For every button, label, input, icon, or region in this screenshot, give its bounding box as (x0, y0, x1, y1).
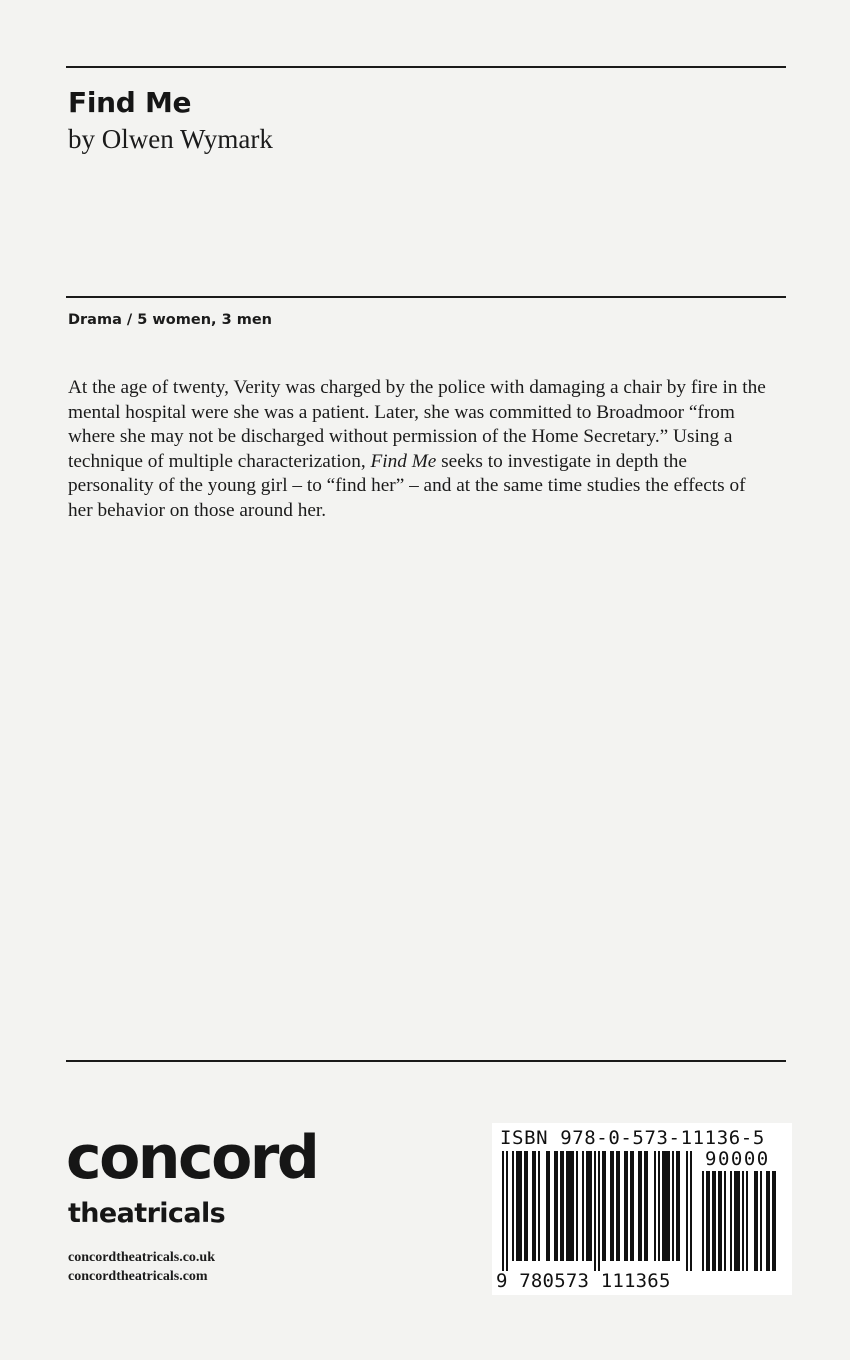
publisher-logo-concord: concord (66, 1123, 318, 1193)
barcode-bar (624, 1151, 628, 1261)
bottom-rule (66, 1060, 786, 1062)
publisher-logo-theatricals: theatricals (68, 1198, 226, 1229)
barcode-bar (582, 1151, 584, 1261)
barcode-bar (702, 1171, 704, 1271)
barcode-bar (686, 1151, 688, 1271)
barcode-bar (730, 1171, 732, 1271)
barcode-bar (644, 1151, 648, 1261)
barcode-bar (706, 1171, 710, 1271)
barcode-bar (586, 1151, 592, 1261)
barcode-bar (594, 1151, 596, 1271)
barcode-bar (658, 1151, 660, 1261)
barcode-bar (576, 1151, 578, 1261)
barcode-bar (724, 1171, 726, 1271)
barcode-bar (524, 1151, 528, 1261)
publisher-url-uk[interactable]: concordtheatricals.co.uk (68, 1250, 215, 1265)
barcode-bar (546, 1151, 550, 1261)
barcode-bar (662, 1151, 670, 1261)
book-title: Find Me (68, 86, 192, 119)
barcode-bar (672, 1151, 674, 1261)
barcode-bar (598, 1151, 600, 1271)
barcode-bar (766, 1171, 770, 1271)
barcode-bar (566, 1151, 574, 1261)
barcode-bar (554, 1151, 558, 1261)
barcode-bar (638, 1151, 642, 1261)
isbn-barcode (492, 1123, 792, 1295)
barcode-bar (746, 1171, 748, 1271)
barcode-bar (772, 1171, 776, 1271)
barcode-bar (532, 1151, 536, 1261)
barcode-bar (754, 1171, 758, 1271)
barcode-bar (610, 1151, 614, 1261)
barcode-bar (676, 1151, 680, 1261)
ean-bars (502, 1151, 692, 1271)
ean-digits: 9 780573 111365 (496, 1270, 671, 1292)
barcode-bar (734, 1171, 740, 1271)
barcode-bar (712, 1171, 716, 1271)
barcode-bar (654, 1151, 656, 1261)
barcode-bar (630, 1151, 634, 1261)
synopsis (68, 376, 768, 524)
top-rule (66, 66, 786, 68)
barcode-bar (742, 1171, 744, 1271)
addon-bars (702, 1171, 776, 1271)
barcode-bar (502, 1151, 504, 1271)
barcode-bar (538, 1151, 540, 1261)
barcode-bar (512, 1151, 514, 1261)
barcode-bar (718, 1171, 722, 1271)
middle-rule (66, 296, 786, 298)
barcode-bar (760, 1171, 762, 1271)
barcode-bar (560, 1151, 564, 1261)
barcode-bar (616, 1151, 620, 1261)
synopsis-part-1: At the age of twenty, Verity was charged by the police with damaging a chair by fire in the mental hospital were she was a patient. Later, she was committed to Broadmoor “from where she may not be discharged without permission of the Home Secretary.” Using a technique of multiple characterization, (68, 377, 766, 472)
isbn-label: ISBN 978-0-573-11136-5 (500, 1127, 765, 1149)
genre-cast-line: Drama / 5 women, 3 men (68, 312, 272, 328)
price-addon-digits: 90000 (705, 1148, 770, 1170)
barcode-bar (516, 1151, 522, 1261)
book-author: by Olwen Wymark (68, 124, 273, 154)
publisher-url-com[interactable]: concordtheatricals.com (68, 1269, 208, 1284)
barcode-bar (602, 1151, 606, 1261)
barcode-bar (690, 1151, 692, 1271)
synopsis-part-2: seeks to investigate in depth the personality of the young girl – to “find her” – and at the same time studies the effects of her behavior on those around her. (68, 450, 746, 521)
synopsis-title-italic: Find Me (370, 450, 437, 472)
barcode-bar (506, 1151, 508, 1271)
